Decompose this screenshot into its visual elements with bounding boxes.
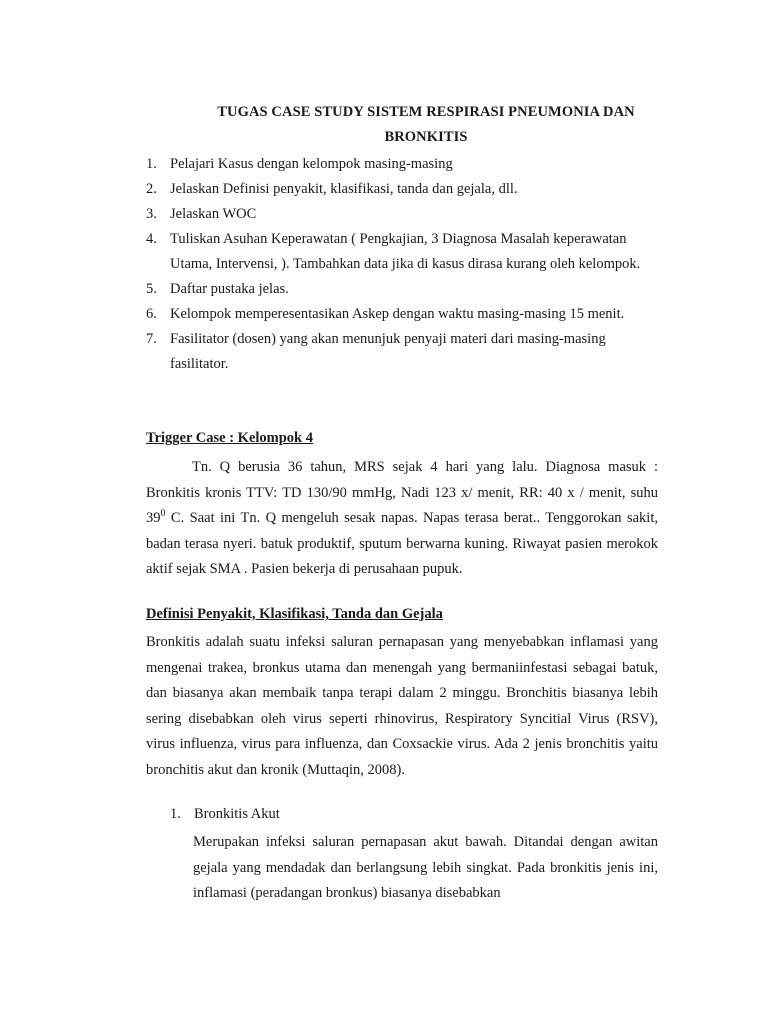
list-number: 5. — [146, 281, 157, 297]
sub-list-number: 1. — [170, 806, 181, 822]
list-text: Jelaskan WOC — [170, 206, 257, 222]
list-text: Kelompok memperesentasikan Askep dengan waktu masing-masing 15 menit. — [170, 306, 625, 322]
list-number: 4. — [146, 231, 157, 247]
degree-superscript: 0 — [160, 508, 166, 520]
sub-list-item — [170, 806, 280, 823]
definition-heading: Definisi Penyakit, Klasifikasi, Tanda dan Gejala — [146, 606, 443, 622]
list-item — [146, 277, 666, 302]
list-item — [146, 152, 666, 177]
trigger-case-heading: Trigger Case : Kelompok 4 — [146, 430, 313, 446]
list-number: 1. — [146, 156, 157, 172]
definition-paragraph: Bronkitis adalah suatu infeksi saluran pernapasan yang menyebabkan inflamasi yang mengenai trakea, bronkus utama dan menengah yang bermaniinfestasi sebagai batuk, dan biasanya akan membaik tanpa terapi dalam 2 minggu. Bronchitis biasanya lebih sering disebabkan oleh virus seperti rhinovirus, Respiratory Syncitial Virus (RSV), virus influenza, virus para influenza, dan Coxsackie virus. Ada 2 jenis bronchitis yaitu bronchitis akut dan kronik (Muttaqin, 2008). — [146, 634, 658, 778]
list-number: 6. — [146, 306, 157, 322]
list-item — [146, 177, 666, 202]
trigger-text-a: Tn. Q berusia 36 tahun, MRS sejak 4 hari yang lalu. Diagnosa masuk : Bronkitis kronis TTV: TD 130/90 mmHg, Nadi 123 x/ menit, RR: 40 x / menit, suhu 39 — [146, 459, 658, 526]
list-text: Pelajari Kasus dengan kelompok masing-masing — [170, 156, 453, 172]
list-text: Tuliskan Asuhan Keperawatan ( Pengkajian, 3 Diagnosa Masalah keperawatan Utama, Intervensi, ). Tambahkan data jika di kasus dirasa kurang oleh kelompok. — [170, 231, 641, 272]
list-text: Fasilitator (dosen) yang akan menunjuk penyaji materi dari masing-masing fasilitator. — [170, 331, 606, 372]
acute-bronchitis-paragraph: Merupakan infeksi saluran pernapasan akut bawah. Ditandai dengan awitan gejala yang mendadak dan berlangsung lebih singkat. Pada bronkitis jenis ini, inflamasi (peradangan bronkus) biasanya disebabkan — [193, 834, 658, 901]
list-number: 3. — [146, 206, 157, 222]
task-list — [146, 152, 666, 377]
list-number: 7. — [146, 331, 157, 347]
trigger-case-paragraph — [146, 455, 658, 583]
list-text: Jelaskan Definisi penyakit, klasifikasi, tanda dan gejala, dll. — [170, 181, 518, 197]
list-text: Daftar pustaka jelas. — [170, 281, 289, 297]
list-item — [146, 327, 666, 377]
list-item — [146, 302, 666, 327]
document-title-line-1: TUGAS CASE STUDY SISTEM RESPIRASI PNEUMONIA DAN — [217, 104, 635, 120]
list-number: 2. — [146, 181, 157, 197]
trigger-text-b: C. Saat ini Tn. Q mengeluh sesak napas. Napas terasa berat.. Tenggorokan sakit, badan terasa nyeri. batuk produktif, sputum berwarna kuning. Riwayat pasien merokok aktif sejak SMA . Pasien bekerja di perusahaan pupuk. — [146, 510, 658, 577]
document-title-line-2: BRONKITIS — [384, 129, 468, 145]
list-item — [146, 202, 666, 227]
list-item — [146, 227, 666, 277]
sub-list-label: Bronkitis Akut — [194, 806, 280, 822]
